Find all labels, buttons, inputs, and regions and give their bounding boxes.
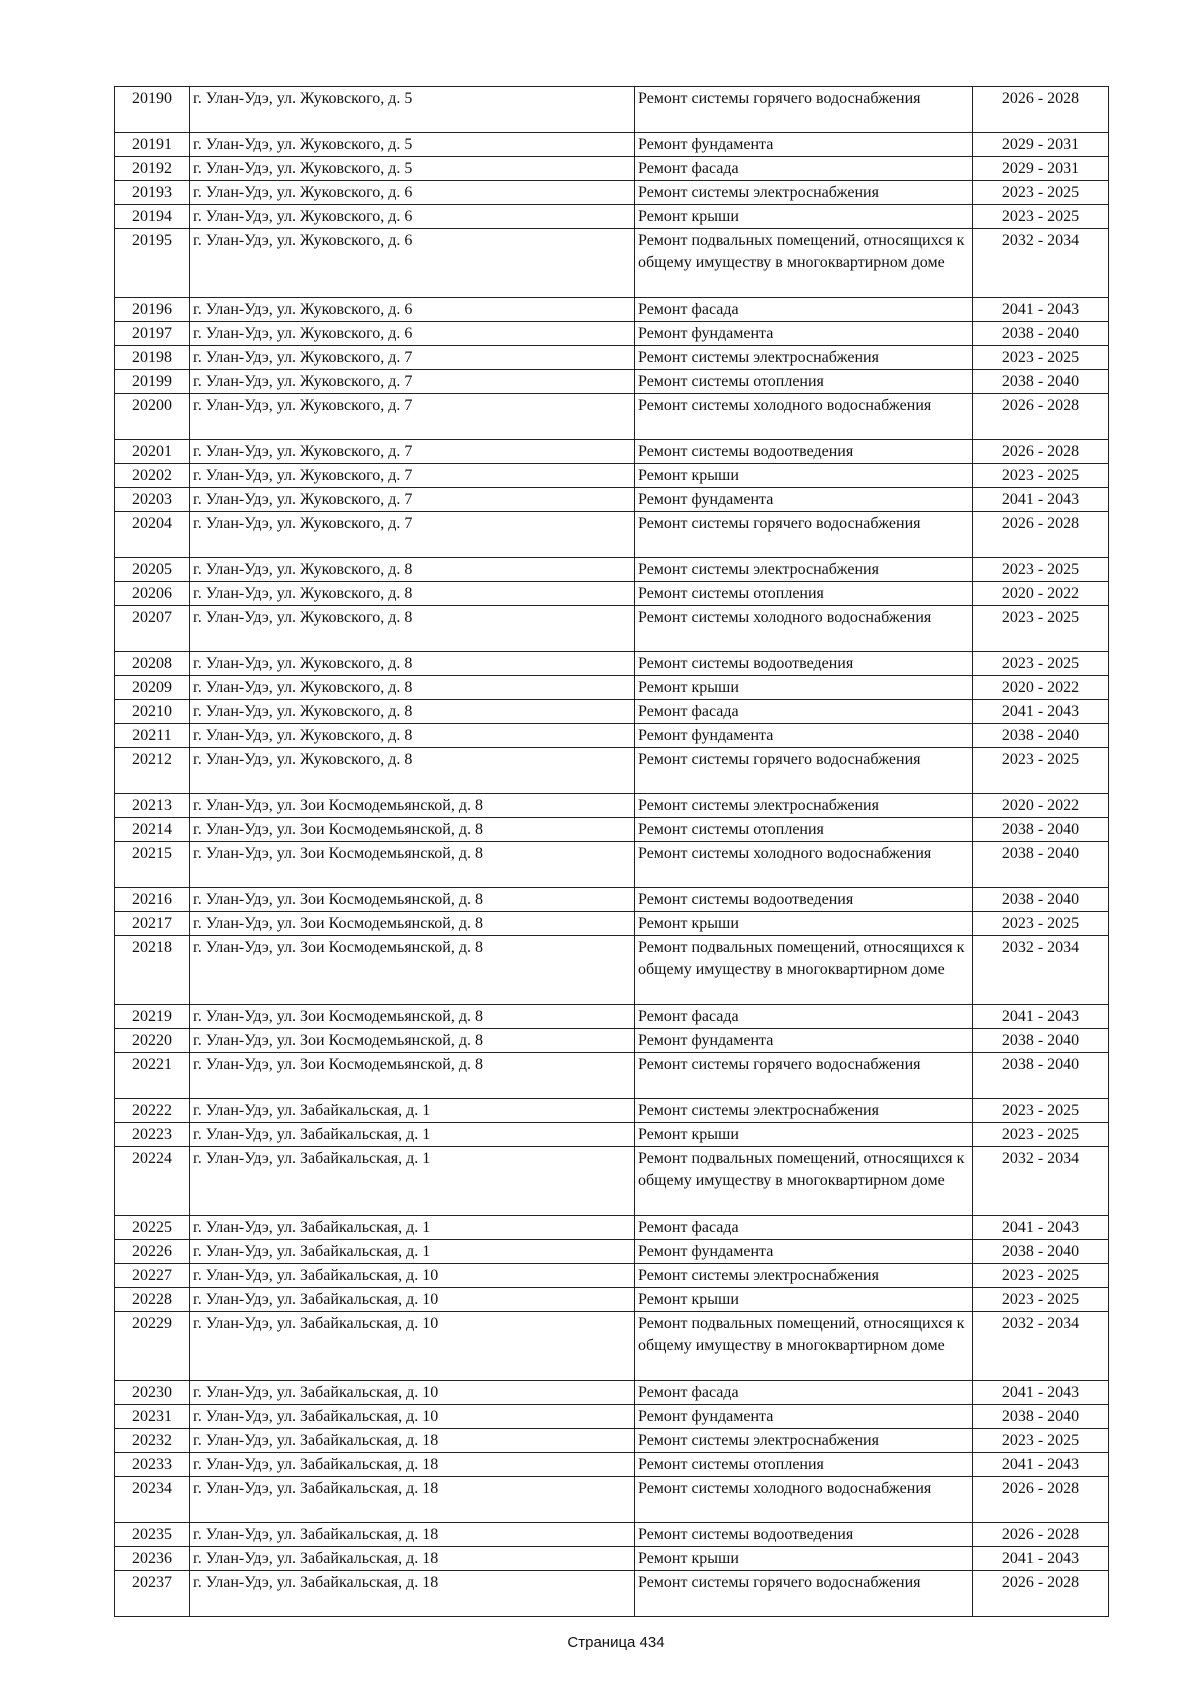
table-row [115,818,1109,842]
work-type-cell: Ремонт фундамента [635,322,973,346]
address-cell: г. Улан-Удэ, ул. Забайкальская, д. 10 [190,1264,635,1288]
period-cell: 2023 - 2025 [973,346,1109,370]
row-number-cell: 20225 [115,1216,190,1240]
table-row [115,1288,1109,1312]
address-cell: г. Улан-Удэ, ул. Зои Космодемьянской, д. 8 [190,842,635,888]
address-cell: г. Улан-Удэ, ул. Забайкальская, д. 1 [190,1216,635,1240]
row-number-cell: 20226 [115,1240,190,1264]
work-type-cell: Ремонт крыши [635,464,973,488]
table-row [115,888,1109,912]
row-number-cell: 20229 [115,1312,190,1381]
work-type-cell: Ремонт фундамента [635,1405,973,1429]
row-number-cell: 20216 [115,888,190,912]
period-cell: 2038 - 2040 [973,322,1109,346]
work-type-cell: Ремонт системы водоотведения [635,1523,973,1547]
work-type-cell: Ремонт системы водоотведения [635,888,973,912]
work-type-cell: Ремонт системы горячего водоснабжения [635,1571,973,1617]
table-row [115,748,1109,794]
address-cell: г. Улан-Удэ, ул. Жуковского, д. 6 [190,181,635,205]
address-cell: г. Улан-Удэ, ул. Жуковского, д. 6 [190,298,635,322]
work-type-cell: Ремонт системы холодного водоснабжения [635,1477,973,1523]
row-number-cell: 20206 [115,582,190,606]
table-row [115,205,1109,229]
address-cell: г. Улан-Удэ, ул. Жуковского, д. 8 [190,652,635,676]
row-number-cell: 20223 [115,1123,190,1147]
address-cell: г. Улан-Удэ, ул. Забайкальская, д. 10 [190,1381,635,1405]
work-type-cell: Ремонт фундамента [635,1240,973,1264]
address-cell: г. Улан-Удэ, ул. Жуковского, д. 7 [190,370,635,394]
row-number-cell: 20228 [115,1288,190,1312]
row-number-cell: 20214 [115,818,190,842]
period-cell: 2020 - 2022 [973,676,1109,700]
work-type-cell: Ремонт фасада [635,157,973,181]
table-row [115,606,1109,652]
table-row [115,652,1109,676]
table-row [115,488,1109,512]
work-type-cell: Ремонт системы холодного водоснабжения [635,606,973,652]
period-cell: 2041 - 2043 [973,700,1109,724]
address-cell: г. Улан-Удэ, ул. Жуковского, д. 6 [190,322,635,346]
row-number-cell: 20215 [115,842,190,888]
table-row [115,1523,1109,1547]
row-number-cell: 20213 [115,794,190,818]
row-number-cell: 20201 [115,440,190,464]
table-row [115,1547,1109,1571]
row-number-cell: 20230 [115,1381,190,1405]
address-cell: г. Улан-Удэ, ул. Жуковского, д. 7 [190,488,635,512]
table-row [115,1405,1109,1429]
address-cell: г. Улан-Удэ, ул. Жуковского, д. 7 [190,346,635,370]
table-body [115,87,1109,1617]
period-cell: 2023 - 2025 [973,205,1109,229]
table-row [115,181,1109,205]
address-cell: г. Улан-Удэ, ул. Зои Космодемьянской, д. 8 [190,888,635,912]
table-row [115,558,1109,582]
row-number-cell: 20224 [115,1147,190,1216]
work-type-cell: Ремонт системы холодного водоснабжения [635,394,973,440]
address-cell: г. Улан-Удэ, ул. Жуковского, д. 7 [190,394,635,440]
work-type-cell: Ремонт системы электроснабжения [635,1429,973,1453]
period-cell: 2020 - 2022 [973,582,1109,606]
row-number-cell: 20231 [115,1405,190,1429]
work-type-cell: Ремонт крыши [635,912,973,936]
row-number-cell: 20219 [115,1005,190,1029]
table-row [115,1147,1109,1216]
period-cell: 2023 - 2025 [973,464,1109,488]
period-cell: 2032 - 2034 [973,1312,1109,1381]
row-number-cell: 20221 [115,1053,190,1099]
period-cell: 2041 - 2043 [973,1216,1109,1240]
address-cell: г. Улан-Удэ, ул. Зои Космодемьянской, д. 8 [190,1005,635,1029]
period-cell: 2023 - 2025 [973,1099,1109,1123]
period-cell: 2026 - 2028 [973,1571,1109,1617]
table-row [115,346,1109,370]
period-cell: 2023 - 2025 [973,1288,1109,1312]
address-cell: г. Улан-Удэ, ул. Забайкальская, д. 10 [190,1312,635,1381]
address-cell: г. Улан-Удэ, ул. Забайкальская, д. 1 [190,1147,635,1216]
period-cell: 2041 - 2043 [973,1381,1109,1405]
period-cell: 2041 - 2043 [973,488,1109,512]
work-type-cell: Ремонт системы холодного водоснабжения [635,842,973,888]
table-row [115,1571,1109,1617]
address-cell: г. Улан-Удэ, ул. Жуковского, д. 8 [190,606,635,652]
row-number-cell: 20193 [115,181,190,205]
address-cell: г. Улан-Удэ, ул. Жуковского, д. 6 [190,229,635,298]
work-type-cell: Ремонт фасада [635,700,973,724]
table-row [115,512,1109,558]
address-cell: г. Улан-Удэ, ул. Жуковского, д. 7 [190,440,635,464]
table-row [115,157,1109,181]
address-cell: г. Улан-Удэ, ул. Жуковского, д. 6 [190,205,635,229]
address-cell: г. Улан-Удэ, ул. Зои Космодемьянской, д. 8 [190,794,635,818]
table-row [115,1053,1109,1099]
address-cell: г. Улан-Удэ, ул. Забайкальская, д. 18 [190,1523,635,1547]
table-row [115,1240,1109,1264]
table-row [115,1029,1109,1053]
row-number-cell: 20234 [115,1477,190,1523]
row-number-cell: 20198 [115,346,190,370]
period-cell: 2023 - 2025 [973,1123,1109,1147]
work-type-cell: Ремонт крыши [635,1288,973,1312]
table-row [115,1264,1109,1288]
period-cell: 2032 - 2034 [973,936,1109,1005]
row-number-cell: 20205 [115,558,190,582]
row-number-cell: 20200 [115,394,190,440]
work-type-cell: Ремонт системы электроснабжения [635,346,973,370]
table-row [115,936,1109,1005]
work-type-cell: Ремонт системы электроснабжения [635,181,973,205]
row-number-cell: 20211 [115,724,190,748]
work-type-cell: Ремонт системы электроснабжения [635,794,973,818]
table-row [115,1453,1109,1477]
period-cell: 2026 - 2028 [973,1477,1109,1523]
row-number-cell: 20235 [115,1523,190,1547]
period-cell: 2029 - 2031 [973,157,1109,181]
address-cell: г. Улан-Удэ, ул. Забайкальская, д. 1 [190,1099,635,1123]
table-row [115,794,1109,818]
row-number-cell: 20209 [115,676,190,700]
row-number-cell: 20222 [115,1099,190,1123]
row-number-cell: 20192 [115,157,190,181]
row-number-cell: 20217 [115,912,190,936]
address-cell: г. Улан-Удэ, ул. Зои Космодемьянской, д. 8 [190,936,635,1005]
table-row [115,133,1109,157]
work-type-cell: Ремонт системы отопления [635,1453,973,1477]
work-type-cell: Ремонт фасада [635,1005,973,1029]
work-type-cell: Ремонт системы горячего водоснабжения [635,748,973,794]
table-row [115,322,1109,346]
row-number-cell: 20204 [115,512,190,558]
period-cell: 2026 - 2028 [973,1523,1109,1547]
work-type-cell: Ремонт системы водоотведения [635,652,973,676]
period-cell: 2038 - 2040 [973,1240,1109,1264]
table-row [115,700,1109,724]
address-cell: г. Улан-Удэ, ул. Забайкальская, д. 18 [190,1453,635,1477]
work-type-cell: Ремонт крыши [635,676,973,700]
address-cell: г. Улан-Удэ, ул. Жуковского, д. 5 [190,87,635,133]
row-number-cell: 20227 [115,1264,190,1288]
period-cell: 2023 - 2025 [973,912,1109,936]
page-number: Страница 434 [567,1634,665,1651]
row-number-cell: 20207 [115,606,190,652]
row-number-cell: 20236 [115,1547,190,1571]
address-cell: г. Улан-Удэ, ул. Забайкальская, д. 1 [190,1123,635,1147]
work-type-cell: Ремонт системы электроснабжения [635,1264,973,1288]
period-cell: 2041 - 2043 [973,298,1109,322]
period-cell: 2038 - 2040 [973,724,1109,748]
period-cell: 2020 - 2022 [973,794,1109,818]
table-row [115,724,1109,748]
row-number-cell: 20210 [115,700,190,724]
table-row [115,842,1109,888]
period-cell: 2029 - 2031 [973,133,1109,157]
repair-schedule-table [114,86,1109,1617]
period-cell: 2023 - 2025 [973,558,1109,582]
address-cell: г. Улан-Удэ, ул. Зои Космодемьянской, д. 8 [190,818,635,842]
table-row [115,229,1109,298]
table-row [115,87,1109,133]
work-type-cell: Ремонт фасада [635,1381,973,1405]
table-row [115,298,1109,322]
work-type-cell: Ремонт системы электроснабжения [635,558,973,582]
address-cell: г. Улан-Удэ, ул. Забайкальская, д. 10 [190,1405,635,1429]
address-cell: г. Улан-Удэ, ул. Забайкальская, д. 18 [190,1477,635,1523]
table-row [115,1312,1109,1381]
work-type-cell: Ремонт фасада [635,1216,973,1240]
work-type-cell: Ремонт подвальных помещений, относящихся к общему имуществу в многоквартирном доме [635,1312,973,1381]
table-row [115,440,1109,464]
work-type-cell: Ремонт фундамента [635,1029,973,1053]
row-number-cell: 20199 [115,370,190,394]
work-type-cell: Ремонт фундамента [635,133,973,157]
address-cell: г. Улан-Удэ, ул. Забайкальская, д. 18 [190,1547,635,1571]
address-cell: г. Улан-Удэ, ул. Жуковского, д. 8 [190,582,635,606]
work-type-cell: Ремонт фасада [635,298,973,322]
period-cell: 2032 - 2034 [973,229,1109,298]
address-cell: г. Улан-Удэ, ул. Зои Космодемьянской, д. 8 [190,912,635,936]
address-cell: г. Улан-Удэ, ул. Жуковского, д. 5 [190,133,635,157]
row-number-cell: 20202 [115,464,190,488]
address-cell: г. Улан-Удэ, ул. Забайкальская, д. 10 [190,1288,635,1312]
row-number-cell: 20194 [115,205,190,229]
work-type-cell: Ремонт системы горячего водоснабжения [635,1053,973,1099]
address-cell: г. Улан-Удэ, ул. Жуковского, д. 7 [190,464,635,488]
address-cell: г. Улан-Удэ, ул. Жуковского, д. 8 [190,558,635,582]
work-type-cell: Ремонт системы электроснабжения [635,1099,973,1123]
table-row [115,676,1109,700]
work-type-cell: Ремонт системы водоотведения [635,440,973,464]
row-number-cell: 20212 [115,748,190,794]
period-cell: 2023 - 2025 [973,181,1109,205]
address-cell: г. Улан-Удэ, ул. Зои Космодемьянской, д. 8 [190,1029,635,1053]
period-cell: 2041 - 2043 [973,1005,1109,1029]
work-type-cell: Ремонт системы отопления [635,582,973,606]
period-cell: 2038 - 2040 [973,1053,1109,1099]
row-number-cell: 20195 [115,229,190,298]
period-cell: 2023 - 2025 [973,1264,1109,1288]
period-cell: 2038 - 2040 [973,1029,1109,1053]
work-type-cell: Ремонт крыши [635,1547,973,1571]
address-cell: г. Улан-Удэ, ул. Забайкальская, д. 1 [190,1240,635,1264]
work-type-cell: Ремонт системы отопления [635,818,973,842]
row-number-cell: 20233 [115,1453,190,1477]
table-row [115,582,1109,606]
work-type-cell: Ремонт системы отопления [635,370,973,394]
period-cell: 2038 - 2040 [973,818,1109,842]
period-cell: 2041 - 2043 [973,1547,1109,1571]
period-cell: 2038 - 2040 [973,370,1109,394]
table-row [115,394,1109,440]
row-number-cell: 20197 [115,322,190,346]
period-cell: 2026 - 2028 [973,87,1109,133]
table-row [115,1005,1109,1029]
table-row [115,370,1109,394]
address-cell: г. Улан-Удэ, ул. Забайкальская, д. 18 [190,1429,635,1453]
work-type-cell: Ремонт крыши [635,205,973,229]
work-type-cell: Ремонт системы горячего водоснабжения [635,87,973,133]
address-cell: г. Улан-Удэ, ул. Забайкальская, д. 18 [190,1571,635,1617]
period-cell: 2026 - 2028 [973,512,1109,558]
work-type-cell: Ремонт крыши [635,1123,973,1147]
period-cell: 2023 - 2025 [973,652,1109,676]
work-type-cell: Ремонт фундамента [635,488,973,512]
address-cell: г. Улан-Удэ, ул. Жуковского, д. 5 [190,157,635,181]
address-cell: г. Улан-Удэ, ул. Жуковского, д. 8 [190,676,635,700]
row-number-cell: 20190 [115,87,190,133]
table-row [115,1429,1109,1453]
period-cell: 2038 - 2040 [973,1405,1109,1429]
period-cell: 2023 - 2025 [973,1429,1109,1453]
table-row [115,1381,1109,1405]
period-cell: 2023 - 2025 [973,748,1109,794]
row-number-cell: 20191 [115,133,190,157]
period-cell: 2041 - 2043 [973,1453,1109,1477]
table-row [115,1216,1109,1240]
row-number-cell: 20218 [115,936,190,1005]
period-cell: 2038 - 2040 [973,842,1109,888]
work-type-cell: Ремонт подвальных помещений, относящихся к общему имуществу в многоквартирном доме [635,1147,973,1216]
address-cell: г. Улан-Удэ, ул. Зои Космодемьянской, д. 8 [190,1053,635,1099]
period-cell: 2032 - 2034 [973,1147,1109,1216]
address-cell: г. Улан-Удэ, ул. Жуковского, д. 8 [190,700,635,724]
row-number-cell: 20196 [115,298,190,322]
table-row [115,912,1109,936]
row-number-cell: 20237 [115,1571,190,1617]
work-type-cell: Ремонт системы горячего водоснабжения [635,512,973,558]
row-number-cell: 20220 [115,1029,190,1053]
row-number-cell: 20203 [115,488,190,512]
address-cell: г. Улан-Удэ, ул. Жуковского, д. 8 [190,748,635,794]
work-type-cell: Ремонт подвальных помещений, относящихся к общему имуществу в многоквартирном доме [635,936,973,1005]
table-row [115,1123,1109,1147]
address-cell: г. Улан-Удэ, ул. Жуковского, д. 7 [190,512,635,558]
period-cell: 2026 - 2028 [973,394,1109,440]
work-type-cell: Ремонт фундамента [635,724,973,748]
period-cell: 2023 - 2025 [973,606,1109,652]
table-row [115,1099,1109,1123]
work-type-cell: Ремонт подвальных помещений, относящихся к общему имуществу в многоквартирном доме [635,229,973,298]
period-cell: 2026 - 2028 [973,440,1109,464]
row-number-cell: 20232 [115,1429,190,1453]
table-row [115,464,1109,488]
address-cell: г. Улан-Удэ, ул. Жуковского, д. 8 [190,724,635,748]
period-cell: 2038 - 2040 [973,888,1109,912]
row-number-cell: 20208 [115,652,190,676]
table-row [115,1477,1109,1523]
